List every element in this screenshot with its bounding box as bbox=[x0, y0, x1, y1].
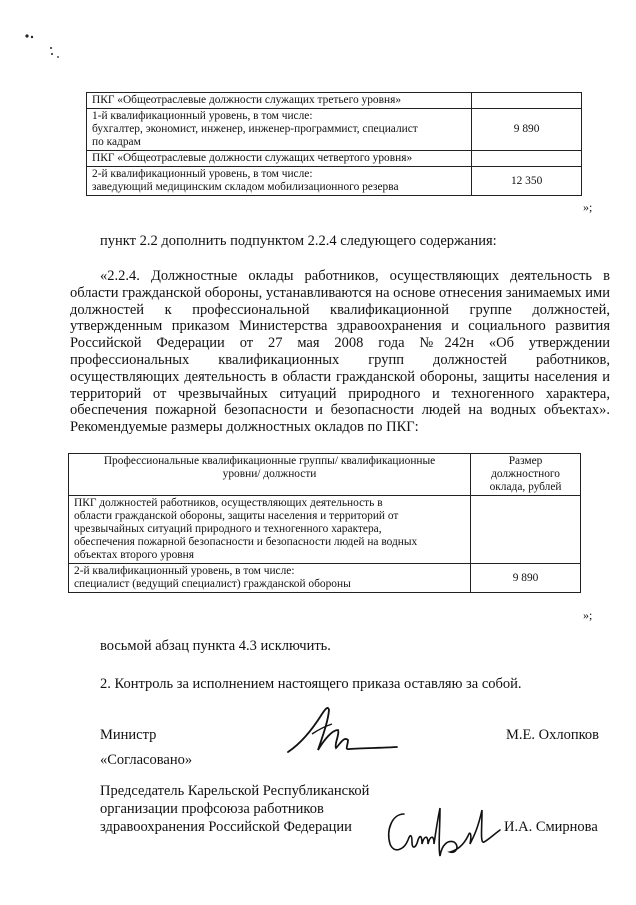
table2-position-text: чрезвычайных ситуаций природного и техногенного характера, bbox=[74, 523, 382, 535]
table1-position-text: по кадрам bbox=[92, 136, 141, 148]
chair-line: организации профсоюза работников bbox=[100, 801, 324, 817]
table2-header-text: Размер bbox=[508, 455, 543, 467]
table2-position-cell bbox=[69, 564, 471, 593]
table2-position-text: обеспечения пожарной безопасности и безопасности людей на водных bbox=[74, 536, 418, 548]
table2-header-text: оклада, рублей bbox=[489, 481, 562, 493]
table1-position-cell bbox=[87, 167, 472, 196]
chair-signature bbox=[382, 800, 507, 870]
table2-position-text: ПКГ должностей работников, осуществляющих деятельность в bbox=[74, 497, 383, 509]
table2-row bbox=[69, 564, 581, 593]
table1-row bbox=[87, 167, 582, 196]
table1-salary-cell bbox=[472, 151, 582, 167]
chair-line: здравоохранения Российской Федерации bbox=[100, 819, 352, 835]
table1-position-text: 2-й квалификационный уровень, в том числе: bbox=[92, 168, 313, 180]
table2-salary-cell: 9 890 bbox=[471, 564, 581, 593]
table2-position-text: области гражданской обороны, защиты населения и территорий от bbox=[74, 510, 399, 522]
table2-position-text: объектах второго уровня bbox=[74, 549, 194, 561]
paragraph-224-text: «2.2.4. Должностные оклады работников, осуществляющих деятельность в области гражданской обороны, устанавливаются на основе отнесения занимаемых ими должностей к профессиональной квалификационной группе должностей, утвержденным приказом Министерства здравоохранения и социального развития Российской Федерации от 27 мая 2008 года №242н «Об утверждении профессиональных квалификационных групп должностей работников, осуществляющих деятельность в области гражданской обороны, защиты населения и территорий от чрезвычайных ситуаций природного и техногенного характера, обеспечения пожарной безопасности и безопасности людей на водных объектах». Рекомендуемые размеры должностных окладов по ПКГ: bbox=[70, 268, 610, 436]
paragraph-p22: пункт 2.2 дополнить подпунктом 2.2.4 следующего содержания: bbox=[100, 233, 497, 249]
table2-salary-cell bbox=[471, 496, 581, 564]
table1-position-cell bbox=[87, 93, 472, 109]
table1-position-cell bbox=[87, 109, 472, 151]
chair-name: И.А. Смирнова bbox=[504, 819, 598, 835]
table2-position-text: специалист (ведущий специалист) гражданской обороны bbox=[74, 578, 351, 590]
table1-row bbox=[87, 93, 582, 109]
table1-position-text: 1-й квалификационный уровень, в том числе: bbox=[92, 110, 313, 122]
agreed-label: «Согласовано» bbox=[100, 752, 193, 768]
table1-salary-cell: 12 350 bbox=[472, 167, 582, 196]
table1-position-cell bbox=[87, 151, 472, 167]
table2-header-text: Профессиональные квалификационные группы/ квалификационные bbox=[103, 455, 436, 467]
table2-header bbox=[69, 454, 581, 496]
table1-position-text: ПКГ «Общеотраслевые должности служащих третьего уровня» bbox=[92, 94, 402, 106]
paragraph-eighth: восьмой абзац пункта 4.3 исключить. bbox=[100, 638, 331, 654]
table2-header-salary bbox=[471, 454, 581, 496]
table2-header-text: должностного bbox=[491, 468, 560, 480]
table2-row bbox=[69, 496, 581, 564]
minister-name: М.Е. Охлопков bbox=[506, 727, 599, 743]
scan-dots bbox=[24, 28, 64, 68]
table2-header-text: уровни/ должности bbox=[222, 468, 317, 480]
chair-block bbox=[100, 782, 369, 836]
paragraph-control: 2. Контроль за исполнением настоящего приказа оставляю за собой. bbox=[100, 676, 522, 692]
salary-table-1 bbox=[86, 92, 582, 196]
chair-line: Председатель Карельской Республиканской bbox=[100, 783, 370, 799]
minister-label: Министр bbox=[100, 727, 157, 743]
salary-table-2 bbox=[68, 453, 581, 593]
minister-signature bbox=[282, 700, 402, 765]
table1-row bbox=[87, 109, 582, 151]
table1-salary-cell: 9 890 bbox=[472, 109, 582, 151]
table2-position-text: 2-й квалификационный уровень, в том числе: bbox=[74, 565, 295, 577]
table1-position-text: заведующий медицинским складом мобилизационного резерва bbox=[92, 181, 399, 193]
table1-row bbox=[87, 151, 582, 167]
table1-position-text: ПКГ «Общеотраслевые должности служащих четвертого уровня» bbox=[92, 152, 413, 164]
table2-end-mark: »; bbox=[583, 608, 593, 622]
table1-end-mark: »; bbox=[583, 200, 593, 214]
table2-header-groups bbox=[69, 454, 471, 496]
table1-salary-cell bbox=[472, 93, 582, 109]
paragraph-224 bbox=[70, 268, 610, 436]
table2-position-cell bbox=[69, 496, 471, 564]
table1-position-text: бухгалтер, экономист, инженер, инженер-программист, специалист bbox=[92, 123, 418, 135]
